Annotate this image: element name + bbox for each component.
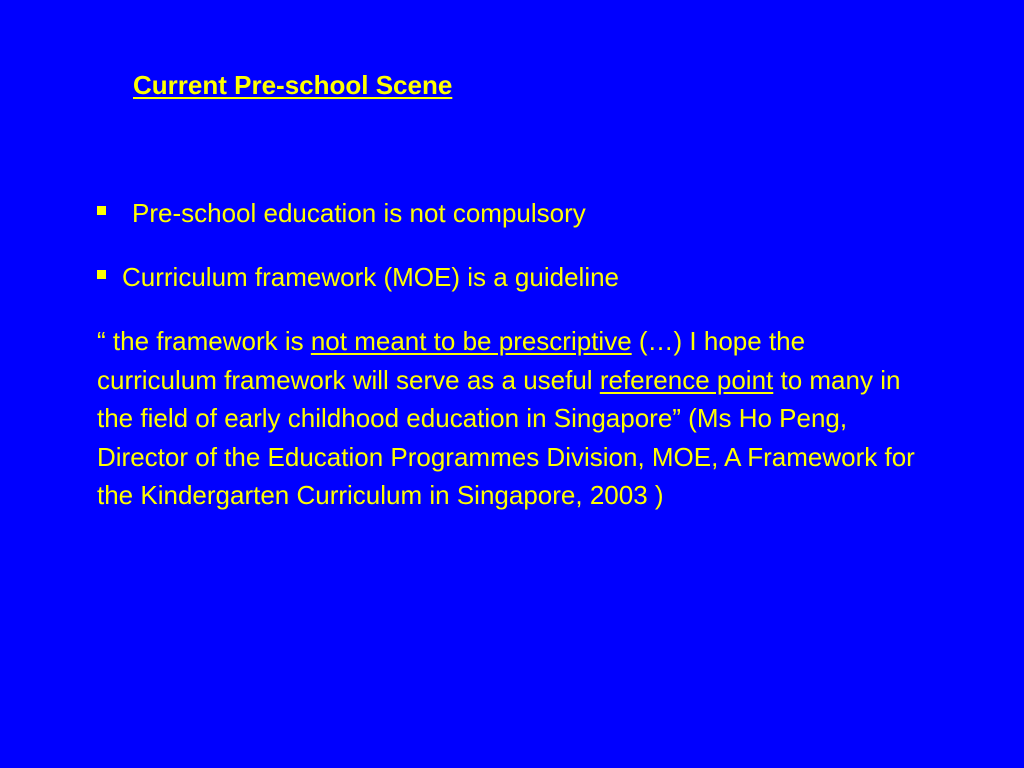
quote-underlined-phrase: reference point <box>599 364 774 395</box>
square-bullet-icon <box>97 270 106 279</box>
quote-text-part: “ the framework is <box>97 326 311 356</box>
quote-text-part: (…) I hope the curriculum framework will serve as a useful <box>97 326 806 395</box>
quote-underlined-phrase: not meant to be prescriptive <box>310 326 632 356</box>
slide-title: Current Pre-school Scene <box>133 70 453 100</box>
bullet-text: Curriculum framework (MOE) is a guideline <box>122 262 620 292</box>
bullet-text: Pre-school education is not compulsory <box>132 198 586 228</box>
square-bullet-icon <box>97 206 106 215</box>
bullet-item <box>97 198 586 229</box>
bullet-item <box>97 262 619 293</box>
quote-paragraph <box>97 322 927 515</box>
quote-text-part: to many in the field of early childhood education in Singapore” (Ms Ho Peng, Director of the Education Programmes Division, MOE, A Framework for the Kindergarten Curriculum in Singapore, 2003 ) <box>97 364 915 510</box>
